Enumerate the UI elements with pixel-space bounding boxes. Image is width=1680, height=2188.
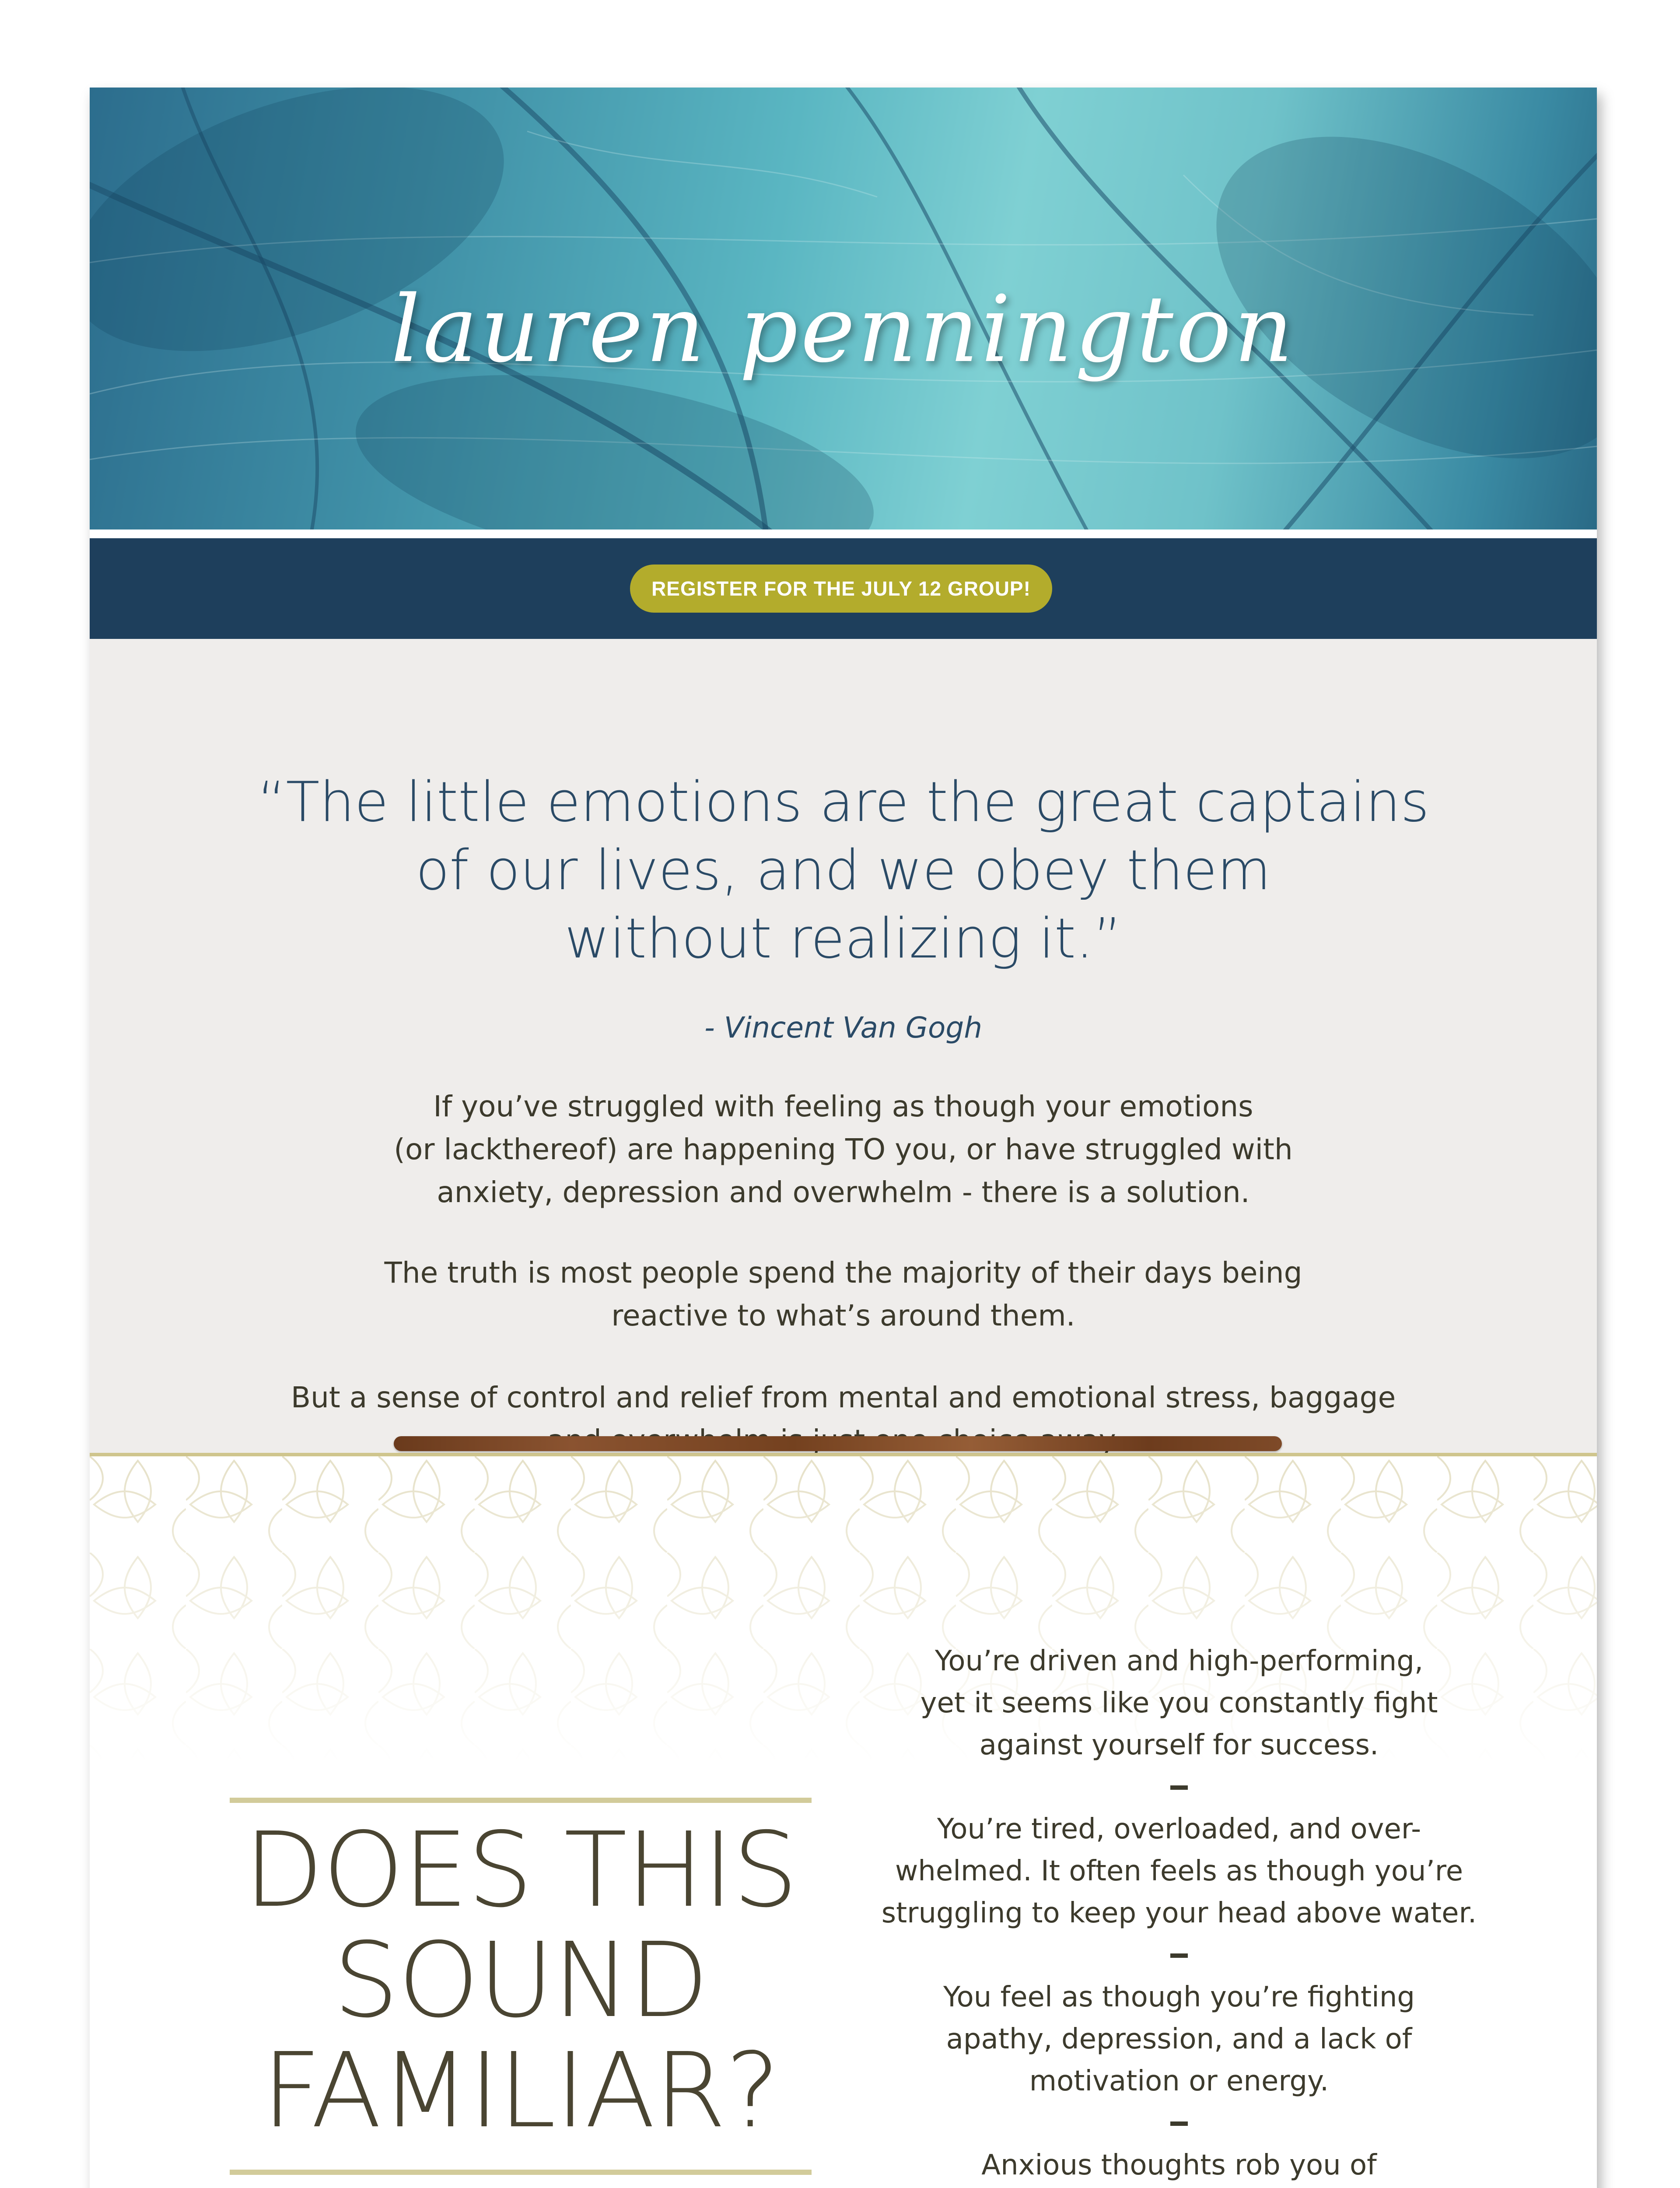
list-divider	[868, 2102, 1490, 2144]
intro-line: reactive to what’s around them.	[611, 1299, 1075, 1332]
quote-author: - Vincent Van Gogh	[704, 1011, 983, 1045]
register-button[interactable]: REGISTER FOR THE JULY 12 GROUP!	[630, 565, 1052, 613]
quote-line: of our lives, and we obey them	[416, 838, 1271, 902]
intro-line: But a sense of control and relief from mental and emotional stress, baggage	[290, 1381, 1396, 1414]
list-item	[868, 2144, 1490, 2188]
familiar-heading-line: FAMILIAR?	[262, 2030, 780, 2151]
intro-paragraph-1	[177, 1085, 1509, 1214]
list-item-line	[868, 2186, 1490, 2188]
section-divider-line	[90, 1453, 1597, 1456]
hero-banner	[90, 88, 1597, 529]
heading-rule-top	[230, 1798, 812, 1803]
list-item-line: struggling to keep your head above water.	[881, 1897, 1477, 1929]
brand-logo: lauren pennington	[391, 276, 1296, 383]
familiar-heading-line: SOUND	[333, 1920, 708, 2041]
list-item-line: whelmed. It often feels as though you’re	[895, 1855, 1463, 1887]
heading-rule-bottom	[230, 2170, 812, 2175]
list-item-line: You feel as though you’re fighting	[943, 1981, 1415, 2013]
quote-text	[221, 768, 1466, 973]
intro-line: If you’ve struggled with feeling as though your emotions	[433, 1090, 1253, 1123]
register-bar	[90, 538, 1597, 639]
email-page	[90, 88, 1597, 2188]
intro-paragraph-2	[177, 1252, 1509, 1337]
list-item	[868, 1976, 1490, 2102]
wood-divider-bar	[394, 1436, 1282, 1451]
list-item-line: motivation or energy.	[1029, 2065, 1329, 2097]
list-divider	[868, 1766, 1490, 1808]
list-item-line: yet it seems like you constantly fight	[920, 1687, 1438, 1719]
list-item-line: against yourself for success.	[979, 1729, 1379, 1761]
list-divider	[868, 1934, 1490, 1976]
quote-line: “The little emotions are the great captains	[257, 770, 1429, 834]
list-item-line: You’re tired, overloaded, and over-	[937, 1813, 1421, 1845]
list-item	[868, 1808, 1490, 1934]
intro-line: (or lackthereof) are happening TO you, or have struggled with	[394, 1133, 1293, 1166]
familiar-section	[90, 1456, 1597, 2188]
familiar-heading-line: DOES THIS	[244, 1810, 798, 1930]
intro-line: anxiety, depression and overwhelm - there is a solution.	[437, 1175, 1250, 1209]
quote-line: without realizing it.”	[564, 906, 1122, 971]
intro-line: The truth is most people spend the majority of their days being	[384, 1256, 1302, 1290]
list-item-line: You’re driven and high-performing,	[934, 1645, 1424, 1677]
quote-section	[90, 639, 1597, 1453]
symptom-list	[868, 1640, 1490, 2188]
familiar-heading	[230, 1810, 812, 2151]
list-item	[868, 1640, 1490, 1766]
list-item-line: Anxious thoughts rob you of	[981, 2149, 1377, 2181]
list-item-line: apathy, depression, and a lack of	[946, 2023, 1412, 2055]
